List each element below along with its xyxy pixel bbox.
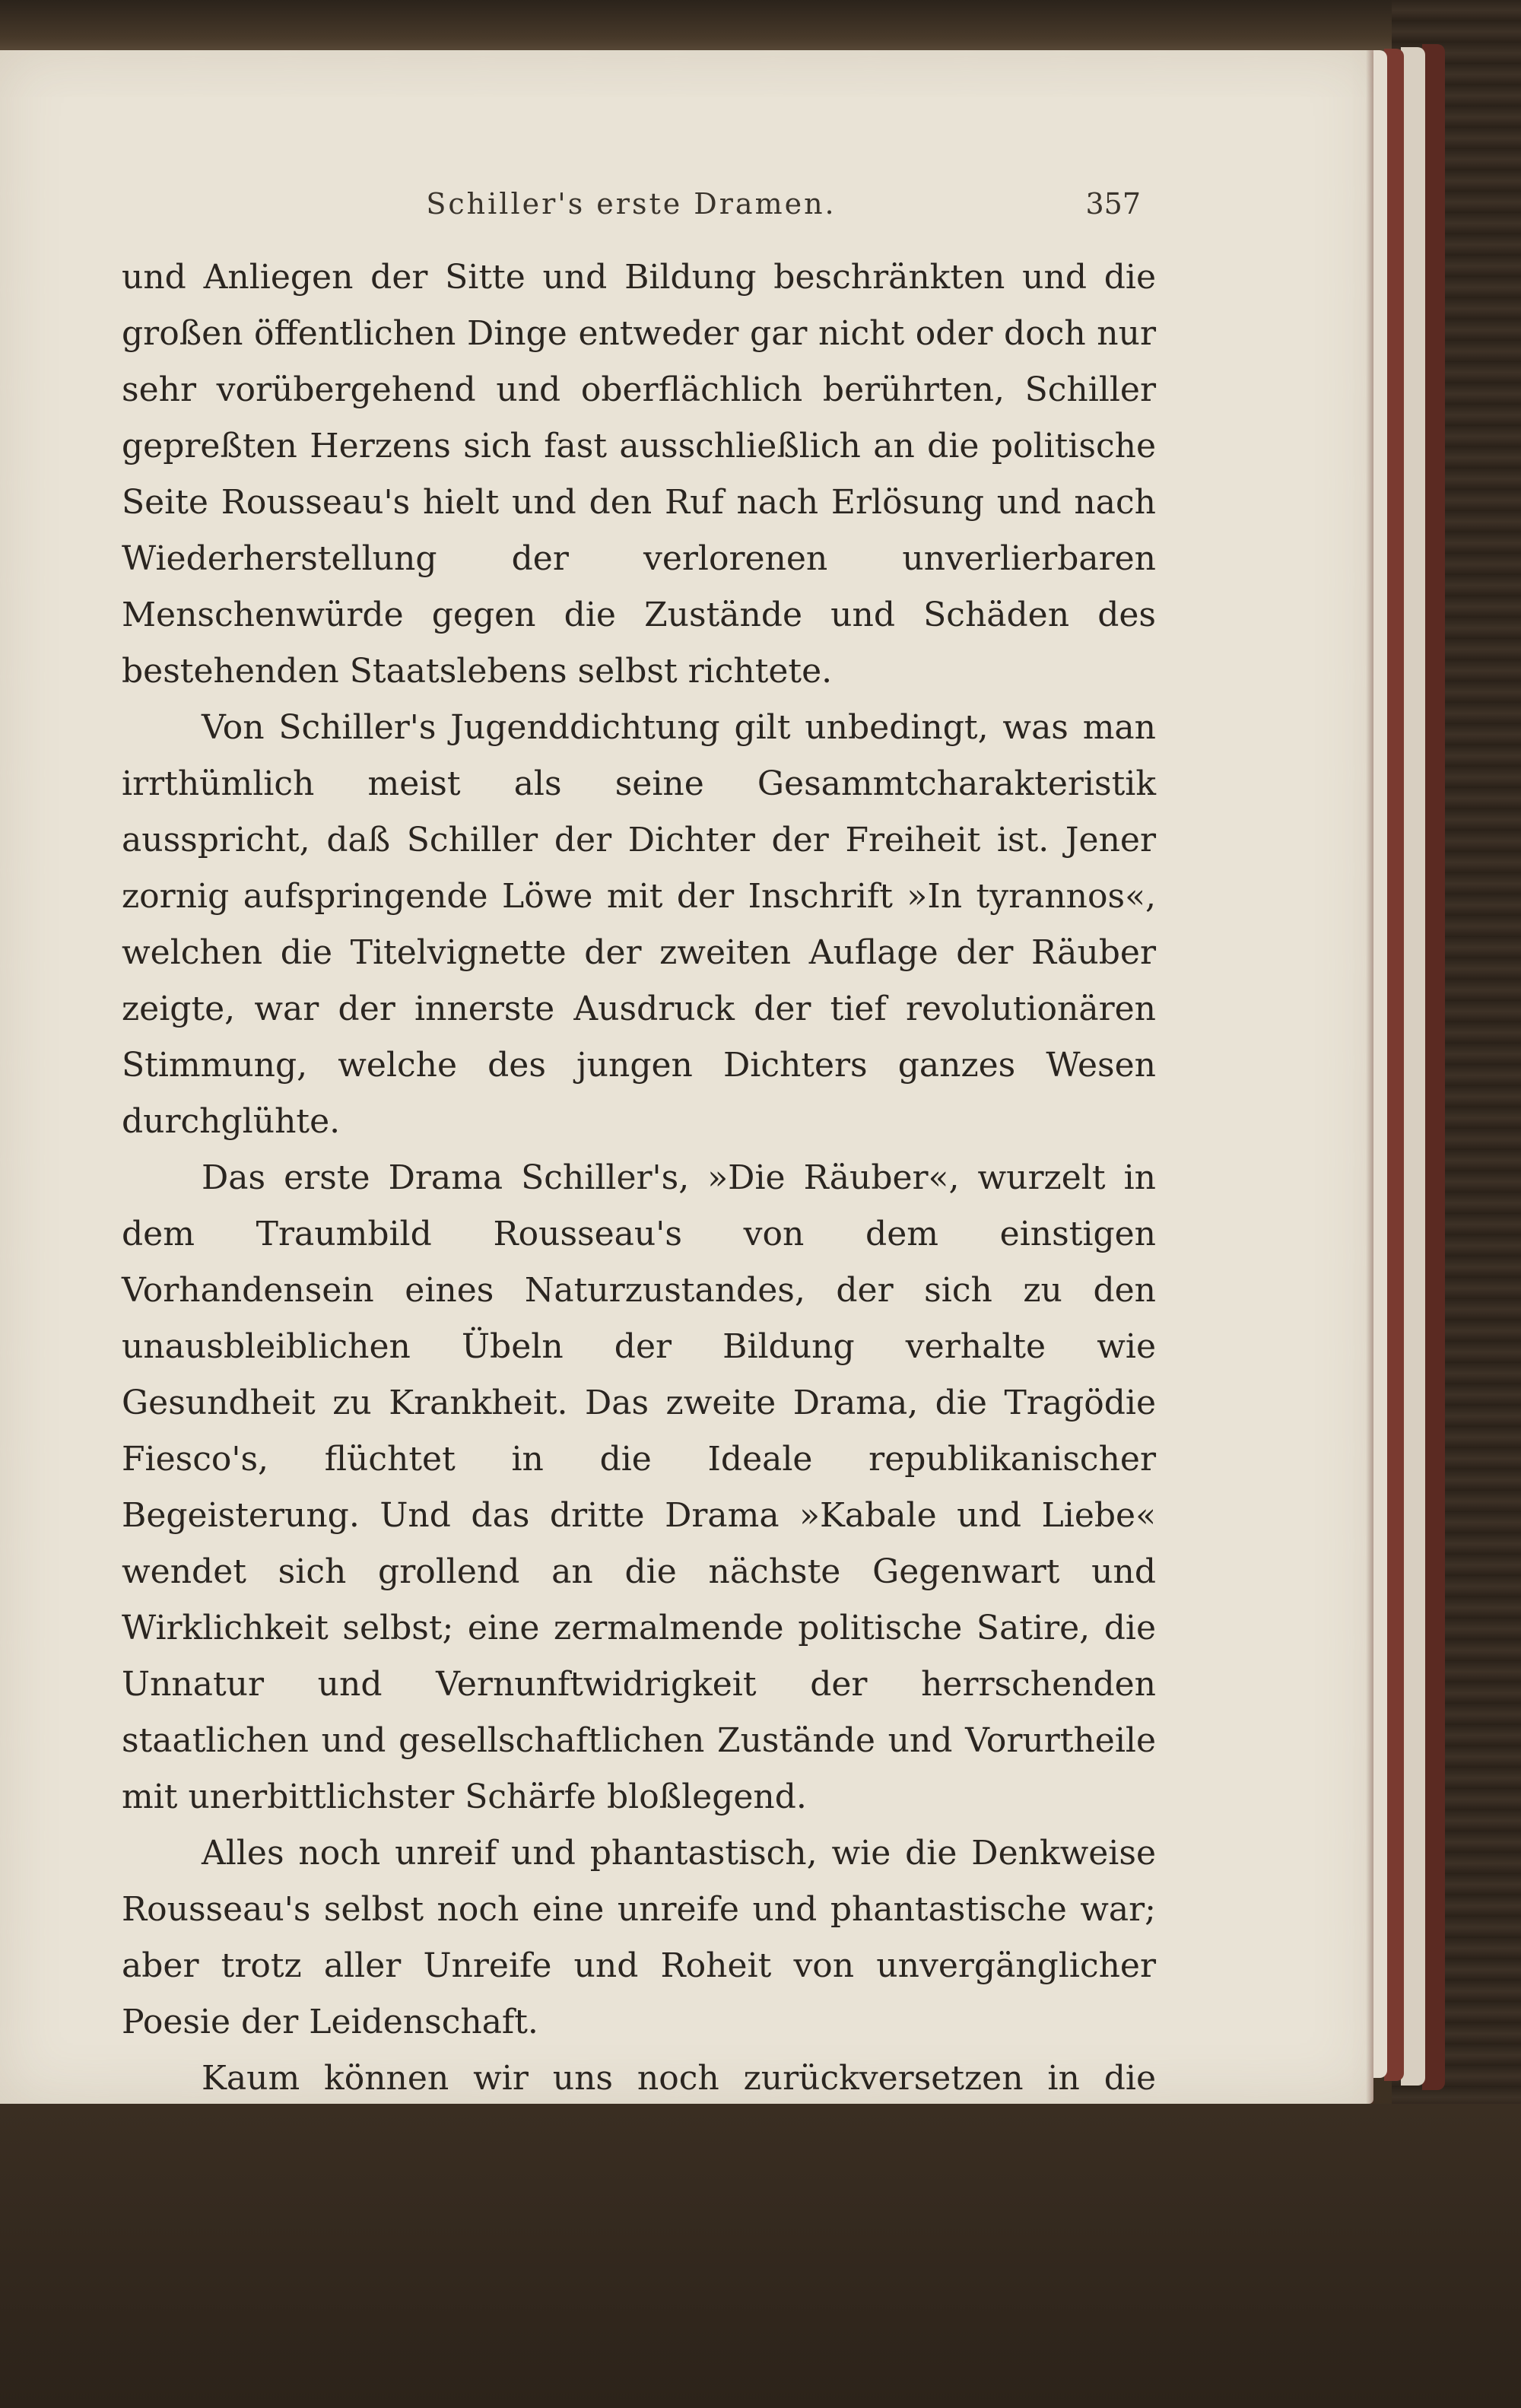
paragraph: Das erste Drama Schiller's, »Die Räuber«, wurzelt in dem Traumbild Rousseau's von dem einstigen Vorhandensein eines Naturzustandes, der sich zu den unausbleiblichen Übeln der Bildung verhalte wie Gesundheit zu Krankheit. Das zweite Drama, die Tragödie Fiesco's, flüchtet in die Ideale republikanischer Begeisterung. Und das dritte Drama »Kabale und Liebe« wendet sich grollend an die nächste Gegenwart und Wirklichkeit selbst; eine zermalmende politische Satire, die Unnatur und Vernunftwidrigkeit der herrschenden staatlichen und gesellschaftlichen Zustände und Vorurtheile mit unerbittlichster Schärfe bloßlegend. <box>122 1158 1156 1816</box>
paragraph: Kaum können wir uns noch zurückversetzen in die <box>202 2059 1156 2098</box>
book-page <box>0 50 1373 2104</box>
body-text <box>122 249 1156 2276</box>
running-title: Schiller's erste Dramen. <box>426 187 837 221</box>
book-cover-bottom <box>0 2104 1521 2408</box>
page-edge <box>1401 47 1425 2086</box>
paragraph: Von Schiller's Jugenddichtung gilt unbedingt, was man irrthümlich meist als seine Gesammtcharakteristik ausspricht, daß Schiller der Dichter der Freiheit ist. Jener zornig aufspringende Löwe mit der Inschrift »In tyrannos«, welchen die Titelvignette der zweiten Auflage der Räuber zeigte, war der innerste Ausdruck der tief revolutionären Stimmung, welche des jungen Dichters ganzes Wesen durchglühte. <box>122 708 1156 1141</box>
book-cover-top <box>0 0 1521 53</box>
page-edge <box>1422 44 1445 2090</box>
paragraph: und Anliegen der Sitte und Bildung beschränkten und die großen öffentlichen Dinge entweder gar nicht oder doch nur sehr vorübergehend und oberflächlich berührten, Schiller gepreßten Herzens sich fast ausschließlich an die politische Seite Rousseau's hielt und den Ruf nach Erlösung und nach Wiederherstellung der verlorenen unverlierbaren Menschenwürde gegen die Zustände und Schäden des bestehenden Staatslebens selbst richtete. <box>122 258 1156 691</box>
page-number: 357 <box>1085 187 1141 221</box>
page-header <box>122 187 1141 233</box>
paragraph: Alles noch unreif und phantastisch, wie die Denkweise Rousseau's selbst noch eine unreife und phantastische war; aber trotz aller Unreife und Roheit von unvergänglicher Poesie der Leidenschaft. <box>122 1834 1156 2041</box>
